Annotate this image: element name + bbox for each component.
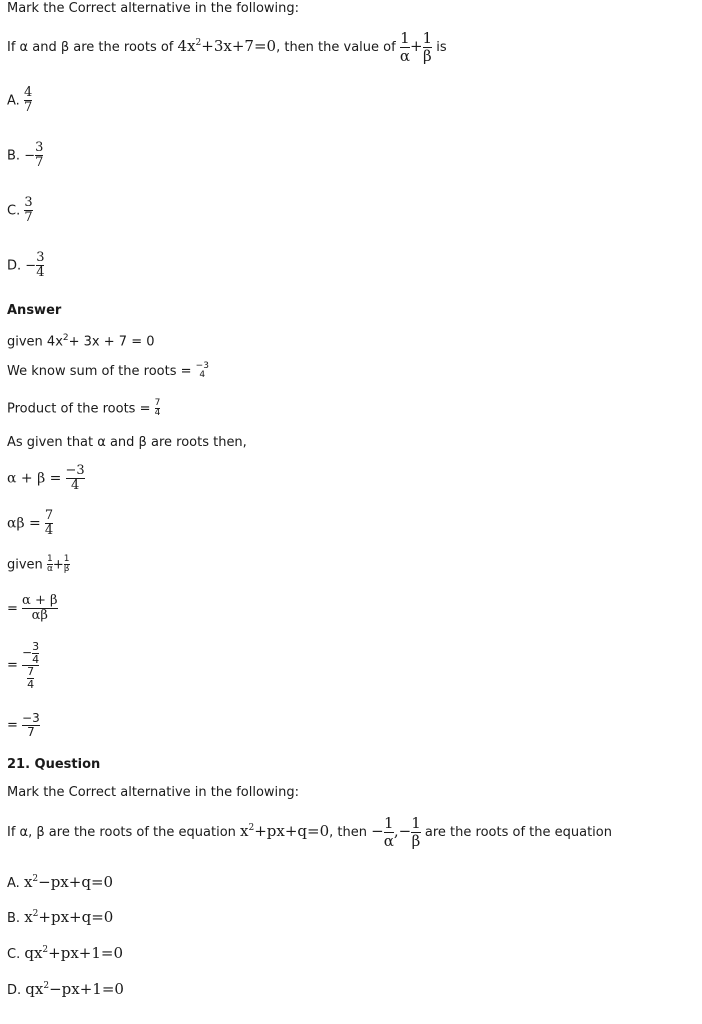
answer-sum-line: α + β = $\frac{-3}{4}$: [7, 463, 85, 494]
answer-heading: Answer: [7, 303, 62, 318]
answer-sum-of-roots: We know sum of the roots = −3 4: [7, 361, 209, 381]
q20-option-a[interactable]: A. $\frac{4}{7}$: [7, 85, 33, 116]
answer-result: = $\frac{-3}{7}$: [7, 711, 40, 740]
q20-option-d[interactable]: D. − $\frac{3}{4}$: [7, 250, 45, 281]
answer-given-expression: given $\frac{1}{\alpha}$ + $\frac{1}{\beta}$: [7, 554, 70, 575]
q21-stem-post: are the roots of the equation: [424, 825, 612, 840]
q21-equation: $x^2+px+q=0$: [240, 822, 330, 840]
q21-instruction: Mark the Correct alternative in the following:: [7, 785, 300, 800]
q21-option-b[interactable]: B. $x^2+px+q=0$: [7, 908, 114, 926]
q21-roots-expression: − $\frac{1}{\alpha}$ ,− $\frac{1}{\beta}$: [371, 814, 421, 850]
q20-stem-mid: , then the value of: [276, 40, 396, 55]
q20-stem-post: is: [436, 40, 447, 55]
answer-given-equation: given $4x^2+ 3x + 7 = 0$: [7, 333, 155, 350]
q21-stem-pre: If α, β are the roots of the equation: [7, 825, 236, 840]
q20-stem-pre: If α and β are the roots of: [7, 40, 174, 55]
answer-product-line: αβ = $\frac{7}{4}$: [7, 508, 54, 539]
q21-option-c[interactable]: C. $qx^2+px+1=0$: [7, 944, 124, 962]
q21-option-d[interactable]: D. $qx^2-px+1=0$: [7, 980, 124, 998]
q20-target-expression: $\frac{1}{\alpha}$ + $\frac{1}{\beta}$: [399, 29, 433, 65]
q20-equation: $4x^2+3x+7=0$: [177, 37, 277, 55]
q20-instruction: Mark the Correct alternative in the following:: [7, 1, 300, 16]
q20-stem: [7, 30, 447, 64]
answer-step-1: = $\frac{\alpha + \beta}{\alpha\beta}$: [7, 593, 58, 624]
q21-stem: [7, 815, 612, 849]
answer-product-of-roots: Product of the roots = $\frac{7}{4}$: [7, 398, 161, 419]
q21-stem-mid: , then: [329, 825, 367, 840]
q21-option-a[interactable]: A. $x^2-px+q=0$: [7, 873, 114, 891]
answer-as-given: As given that α and β are roots then,: [7, 435, 247, 450]
q20-option-c[interactable]: C. $\frac{3}{7}$: [7, 195, 33, 226]
answer-step-2: = − $\frac{3}{4}$ $\frac{7}{4}$: [7, 640, 40, 691]
q21-heading: 21. Question: [7, 757, 101, 772]
q20-option-b[interactable]: B. − $\frac{3}{7}$: [7, 140, 44, 171]
